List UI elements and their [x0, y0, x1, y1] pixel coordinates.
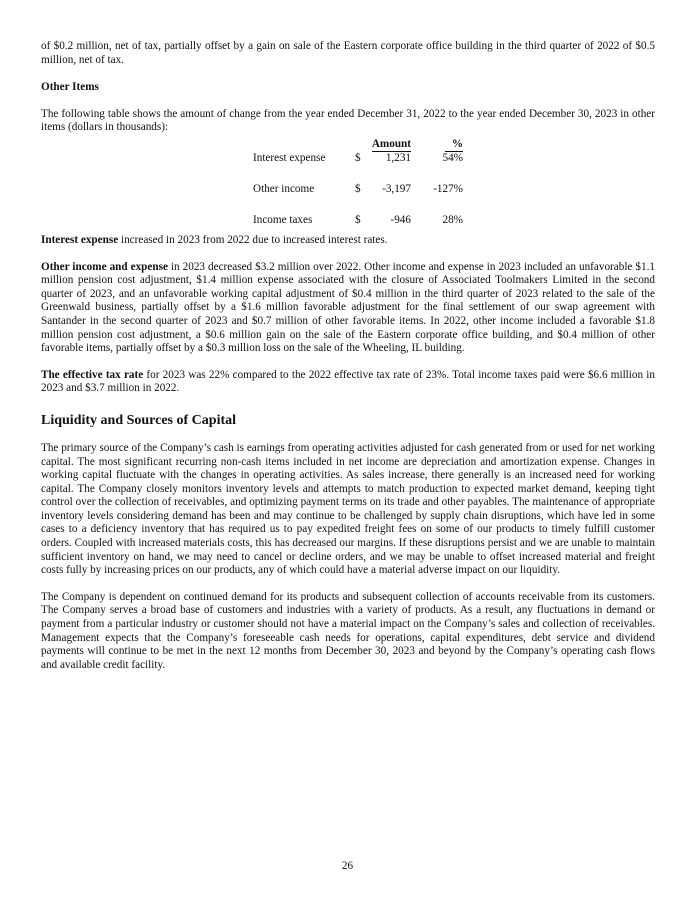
table-header-amount: Amount: [371, 137, 411, 150]
tax-rate-text: for 2023 was 22% compared to the 2022 effective tax rate of 23%. Total income taxes paid were $6.6 million in 2023 and $3.7 million in 2022.: [41, 368, 655, 395]
row-amount: -946: [390, 213, 411, 226]
row-label: Income taxes: [253, 213, 313, 226]
row-label: Interest expense: [253, 151, 326, 164]
row-dollar: $: [355, 151, 361, 164]
row-label: Other income: [253, 182, 315, 195]
other-income-text: in 2023 decreased $3.2 million over 2022. Other income and expense in 2023 included an unfavorable $1.1 million pension cost adjustment, $1.4 million expense associated with the closure of Associated Toolmakers Limited in the second quarter of 2023, and an unfavorable working capital adjustment of $0.4 million in the third quarter of 2023 related to the sale of the Greenwald business, partially offset by a $1.6 million favorable adjustment for the final settlement of our swap agreement with Santander in the second quarter of 2023 and $0.7 million of other favorable items. In 2022, other income included a favorable $1.8 million pension cost adjustment, a $0.6 million gain on the sale of the Eastern corporate office building, and $0.4 million of other favorable items, partially offset by a $0.3 million loss on the sale of the Wheeling, IL building.: [41, 260, 655, 355]
table-row: [253, 214, 463, 234]
intro-paragraph: of $0.2 million, net of tax, partially offset by a gain on sale of the Eastern corporate office building in the third quarter of 2022 of $0.5 million, net of tax.: [41, 40, 655, 66]
row-pct: 54%: [442, 151, 463, 164]
interest-expense-term: Interest expense: [41, 233, 119, 246]
document-page: [41, 40, 655, 672]
row-amount: 1,231: [385, 151, 411, 164]
other-items-intro: The following table shows the amount of change from the year ended December 31, 2022 to the year ended December 30, 2023 in other items (dollars in thousands):: [41, 107, 655, 134]
interest-expense-text: increased in 2023 from 2022 due to increased interest rates.: [118, 233, 388, 246]
row-dollar: $: [355, 213, 361, 226]
table-row: [253, 183, 463, 214]
table-header-blank: [253, 138, 347, 152]
liquidity-heading: Liquidity and Sources of Capital: [41, 412, 237, 428]
table-header-pct: %: [411, 138, 463, 152]
tax-rate-paragraph: [41, 369, 655, 396]
interest-expense-paragraph: [41, 234, 655, 248]
other-income-term: Other income and expense: [41, 260, 168, 273]
tax-rate-term: The effective tax rate: [41, 368, 144, 381]
row-pct: -127%: [433, 182, 463, 195]
table-row: [253, 152, 463, 183]
other-items-table: [253, 138, 463, 234]
other-items-heading: Other Items: [41, 81, 99, 94]
row-amount: -3,197: [382, 182, 411, 195]
liquidity-paragraph-1: The primary source of the Company’s cash is earnings from operating activities adjusted for cash generated from or used for net working capital. The most significant recurring non-cash items included in net income are depreciation and amortization expense. Changes in working capital fluctuate with the changes in operating activities. As sales increase, there generally is an increased need for working capital. The Company closely monitors inventory levels and attempts to match production to expected market demand, keeping tight control over the collection of receivables, and optimizing payment terms on its trade and other payables. The maintenance of appropriate inventory levels considering demand has been and may continue to be challenged by supply chain disruptions, which have led in some cases to a deficiency inventory that has required us to pay expedited freight fees on some of our products to timely fulfill customer orders. Coupled with increased materials costs, this has decreased our margins. If these disruptions persist and we are unable to maintain sufficient inventory on hand, we may need to cancel or decline orders, and we may be unable to offset increased material and freight costs fully by increasing prices on our products, any of which could have a material adverse impact on our liquidity.: [41, 441, 655, 577]
table-header-row: [253, 138, 463, 152]
row-dollar: $: [355, 182, 361, 195]
other-income-paragraph: [41, 261, 655, 356]
page-number: 26: [341, 860, 354, 872]
row-pct: 28%: [442, 213, 463, 226]
liquidity-paragraph-2: The Company is dependent on continued demand for its products and subsequent collection of accounts receivable from its customers. The Company serves a broad base of customers and industries with a variety of products. As a result, any fluctuations in demand or payment from a particular industry or customer should not have a material impact on the Company’s sales and collection of receivables. Management expects that the Company’s foreseeable cash needs for operations, capital expenditures, debt service and dividend payments will continue to be met in the next 12 months from December 30, 2023 and beyond by the Company’s operating cash flows and available credit facility.: [41, 590, 655, 671]
